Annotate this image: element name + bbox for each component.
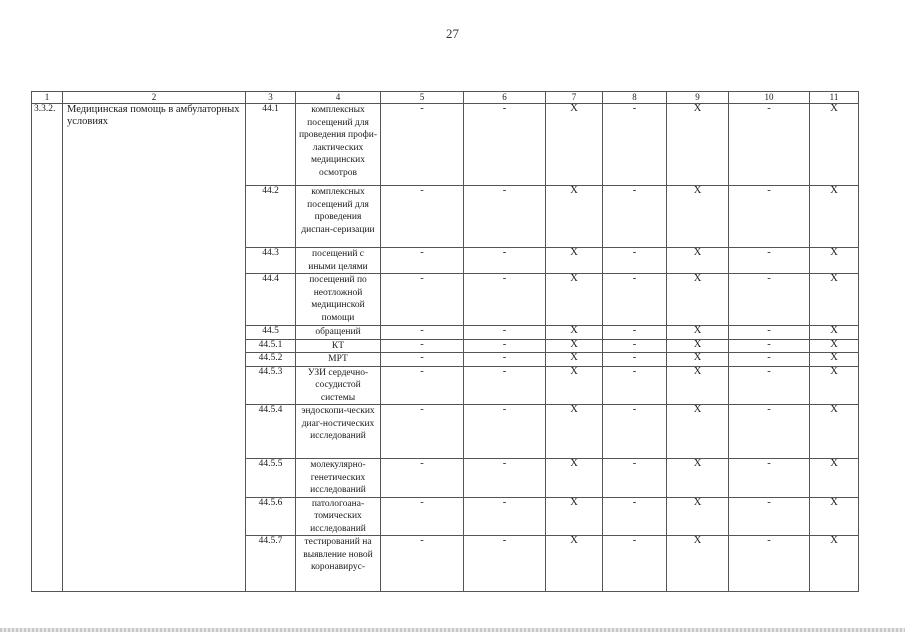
value-cell: - [381, 274, 464, 326]
value-cell: X [810, 339, 859, 353]
value-cell: - [729, 339, 810, 353]
value-cell: - [381, 536, 464, 592]
row-number: 44.5 [246, 326, 296, 340]
row-description: тестирований на выявление новой коронавирус- [296, 536, 381, 592]
value-cell: - [603, 326, 667, 340]
value-cell: - [603, 274, 667, 326]
value-cell: - [603, 104, 667, 186]
row-description: УЗИ сердечно-сосудистой системы [296, 366, 381, 405]
value-cell: - [603, 536, 667, 592]
value-cell: X [546, 186, 603, 248]
row-description: эндоскопи-ческих диаг-ностических исследований [296, 405, 381, 459]
column-header: 11 [810, 92, 859, 104]
value-cell: - [603, 248, 667, 274]
column-header: 9 [667, 92, 729, 104]
column-header: 3 [246, 92, 296, 104]
row-description: посещений с иными целями [296, 248, 381, 274]
value-cell: - [381, 248, 464, 274]
value-cell: X [546, 536, 603, 592]
row-number: 44.5.7 [246, 536, 296, 592]
value-cell: - [381, 459, 464, 498]
value-cell: X [667, 339, 729, 353]
value-cell: - [464, 459, 546, 498]
value-cell: - [464, 353, 546, 367]
value-cell: X [810, 104, 859, 186]
value-cell: - [729, 497, 810, 536]
table-row [32, 104, 859, 186]
value-cell: - [729, 248, 810, 274]
value-cell: X [810, 366, 859, 405]
value-cell: - [729, 353, 810, 367]
value-cell: - [464, 339, 546, 353]
value-cell: - [729, 186, 810, 248]
row-number: 44.1 [246, 104, 296, 186]
value-cell: X [546, 248, 603, 274]
value-cell: X [546, 326, 603, 340]
row-description: комплексных посещений для проведения диспан-серизации [296, 186, 381, 248]
value-cell: - [729, 405, 810, 459]
value-cell: - [603, 353, 667, 367]
row-number: 44.5.4 [246, 405, 296, 459]
value-cell: X [667, 497, 729, 536]
value-cell: - [464, 366, 546, 405]
row-description: обращений [296, 326, 381, 340]
value-cell: X [546, 459, 603, 498]
value-cell: X [667, 405, 729, 459]
row-description: посещений по неотложной медицинской помощи [296, 274, 381, 326]
value-cell: X [667, 353, 729, 367]
row-description: КТ [296, 339, 381, 353]
value-cell: - [464, 274, 546, 326]
value-cell: X [667, 366, 729, 405]
value-cell: - [729, 104, 810, 186]
value-cell: - [381, 186, 464, 248]
row-number: 44.4 [246, 274, 296, 326]
section-code: 3.3.2. [32, 104, 63, 592]
row-number: 44.3 [246, 248, 296, 274]
value-cell: - [729, 326, 810, 340]
value-cell: X [810, 274, 859, 326]
value-cell: X [810, 497, 859, 536]
value-cell: X [667, 104, 729, 186]
column-number-row [32, 92, 859, 104]
value-cell: - [729, 274, 810, 326]
value-cell: X [546, 366, 603, 405]
value-cell: X [810, 248, 859, 274]
value-cell: - [464, 248, 546, 274]
value-cell: X [667, 536, 729, 592]
value-cell: - [381, 326, 464, 340]
value-cell: - [603, 366, 667, 405]
column-header: 10 [729, 92, 810, 104]
value-cell: X [667, 326, 729, 340]
row-number: 44.5.1 [246, 339, 296, 353]
value-cell: X [546, 339, 603, 353]
value-cell: X [667, 186, 729, 248]
value-cell: - [603, 459, 667, 498]
scan-edge [0, 628, 905, 632]
value-cell: - [464, 536, 546, 592]
value-cell: - [381, 353, 464, 367]
value-cell: X [546, 104, 603, 186]
value-cell: - [464, 326, 546, 340]
value-cell: X [546, 353, 603, 367]
value-cell: - [729, 536, 810, 592]
value-cell: - [381, 104, 464, 186]
value-cell: - [729, 366, 810, 405]
value-cell: - [603, 186, 667, 248]
value-cell: X [810, 536, 859, 592]
row-number: 44.2 [246, 186, 296, 248]
row-description: комплексных посещений для проведения профи-лактических медицинских осмотров [296, 104, 381, 186]
value-cell: - [729, 459, 810, 498]
value-cell: X [546, 405, 603, 459]
value-cell: - [603, 497, 667, 536]
value-cell: - [464, 497, 546, 536]
column-header: 8 [603, 92, 667, 104]
value-cell: - [603, 339, 667, 353]
value-cell: - [464, 186, 546, 248]
value-cell: - [464, 104, 546, 186]
value-cell: X [810, 326, 859, 340]
value-cell: X [810, 405, 859, 459]
value-cell: X [546, 274, 603, 326]
column-header: 1 [32, 92, 63, 104]
value-cell: X [810, 459, 859, 498]
value-cell: X [667, 459, 729, 498]
value-cell: - [464, 405, 546, 459]
row-description: МРТ [296, 353, 381, 367]
value-cell: X [546, 497, 603, 536]
column-header: 7 [546, 92, 603, 104]
column-header: 2 [63, 92, 246, 104]
value-cell: - [603, 405, 667, 459]
page-number: 27 [446, 26, 459, 41]
value-cell: X [810, 353, 859, 367]
column-header: 5 [381, 92, 464, 104]
value-cell: X [667, 248, 729, 274]
value-cell: X [667, 274, 729, 326]
row-description: патологоана-томических исследований [296, 497, 381, 536]
value-cell: X [810, 186, 859, 248]
row-description: молекулярно-генетических исследований [296, 459, 381, 498]
data-table [31, 91, 859, 592]
column-header: 6 [464, 92, 546, 104]
value-cell: - [381, 366, 464, 405]
row-number: 44.5.6 [246, 497, 296, 536]
row-number: 44.5.3 [246, 366, 296, 405]
row-number: 44.5.2 [246, 353, 296, 367]
value-cell: - [381, 339, 464, 353]
row-number: 44.5.5 [246, 459, 296, 498]
section-name: Медицинская помощь в амбулаторных условиях [63, 104, 246, 592]
value-cell: - [381, 497, 464, 536]
value-cell: - [381, 405, 464, 459]
column-header: 4 [296, 92, 381, 104]
